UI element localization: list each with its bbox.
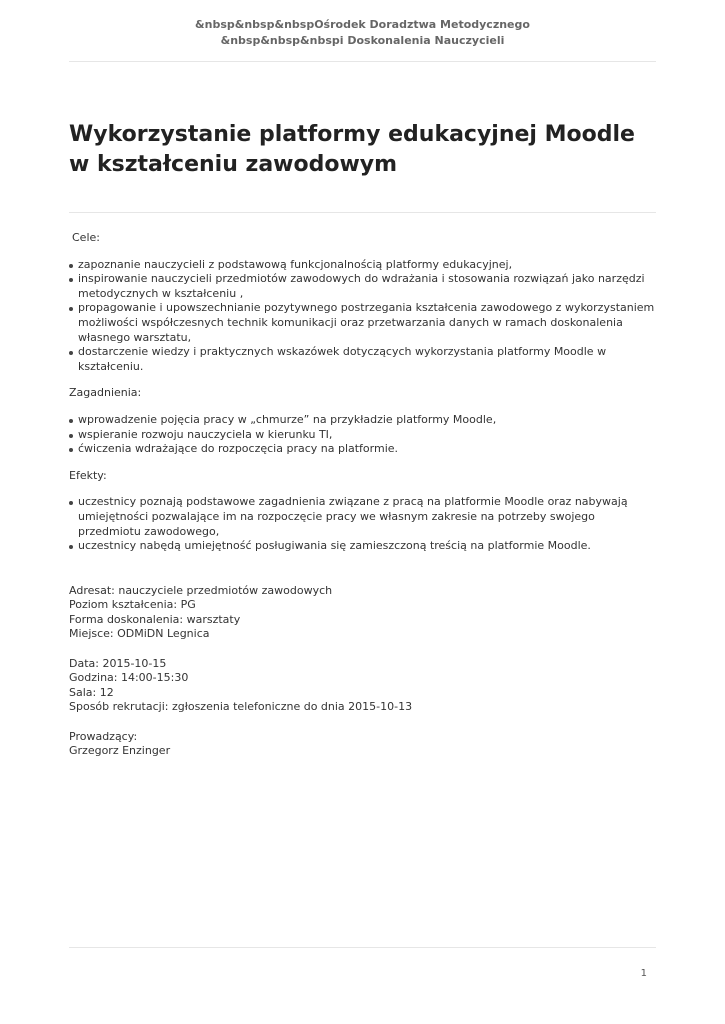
recruitment-line: Sposób rekrutacji: zgłoszenia telefoniczne do dnia 2015-10-13 [69, 700, 413, 714]
page-header [0, 17, 725, 49]
list-item: wprowadzenie pojęcia pracy w „chmurze” na przykładzie platformy Moodle, [69, 413, 659, 428]
list-item: uczestnicy nabędą umiejętność posługiwania się zamieszczoną treścią na platformie Moodle. [69, 539, 659, 554]
spacer [69, 642, 659, 657]
page-number: 1 [640, 968, 647, 979]
goals-label: Cele: [72, 231, 100, 244]
header-line-2: &nbsp&nbsp&nbspi Doskonalenia Nauczycieli [220, 34, 505, 47]
document-body [69, 231, 659, 759]
audience-line: Adresat: nauczyciele przedmiotów zawodowych [69, 583, 333, 597]
level-line: Poziom kształcenia: PG [69, 598, 196, 612]
list-item: ćwiczenia wdrażające do rozpoczęcia pracy na platformie. [69, 442, 659, 457]
list-item: propagowanie i upowszechnianie pozytywnego postrzegania kształcenia zawodowego z wykorzystaniem możliwości współczesnych technik komunikacji oraz przetwarzania danych w ramach doskonalenia własnego warsztatu, [69, 301, 659, 345]
list-item: inspirowanie nauczycieli przedmiotów zawodowych do wdrażania i stosowania rozwiązań jako narzędzi metodycznych w kształceniu , [69, 272, 659, 301]
form-line: Forma doskonalenia: warsztaty [69, 612, 241, 626]
title-divider [69, 212, 656, 213]
effects-list [69, 495, 659, 553]
topics-list [69, 413, 659, 457]
date-line: Data: 2015-10-15 [69, 656, 167, 670]
room-line: Sala: 12 [69, 685, 114, 699]
topics-label: Zagadnienia: [69, 386, 142, 400]
header-divider [69, 61, 656, 62]
list-item: wspieranie rozwoju nauczyciela w kierunku TI, [69, 428, 659, 443]
place-line: Miejsce: ODMiDN Legnica [69, 627, 210, 641]
effects-label: Efekty: [69, 468, 107, 482]
course-details [69, 584, 659, 759]
goals-list [69, 258, 659, 375]
list-item: dostarczenie wiedzy i praktycznych wskazówek dotyczących wykorzystania platformy Moodle w kształceniu. [69, 345, 659, 374]
list-item: uczestnicy poznają podstawowe zagadnienia związane z pracą na platformie Moodle oraz nabywają umiejętności pozwalające im na rozpoczęcie pracy we własnym zakresie na potrzeby swojego przedmiotu zawodowego, [69, 495, 659, 539]
footer-divider [69, 947, 656, 948]
time-line: Godzina: 14:00-15:30 [69, 671, 189, 685]
header-line-1: &nbsp&nbsp&nbspOśrodek Doradztwa Metodycznego [195, 18, 530, 31]
list-item: zapoznanie nauczycieli z podstawową funkcjonalnością platformy edukacyjnej, [69, 258, 659, 273]
instructor-label: Prowadzący: [69, 729, 138, 743]
instructor-name: Grzegorz Enzinger [69, 744, 171, 758]
page-title: Wykorzystanie platformy edukacyjnej Moodle w kształceniu zawodowym [69, 122, 635, 177]
spacer [69, 715, 659, 730]
